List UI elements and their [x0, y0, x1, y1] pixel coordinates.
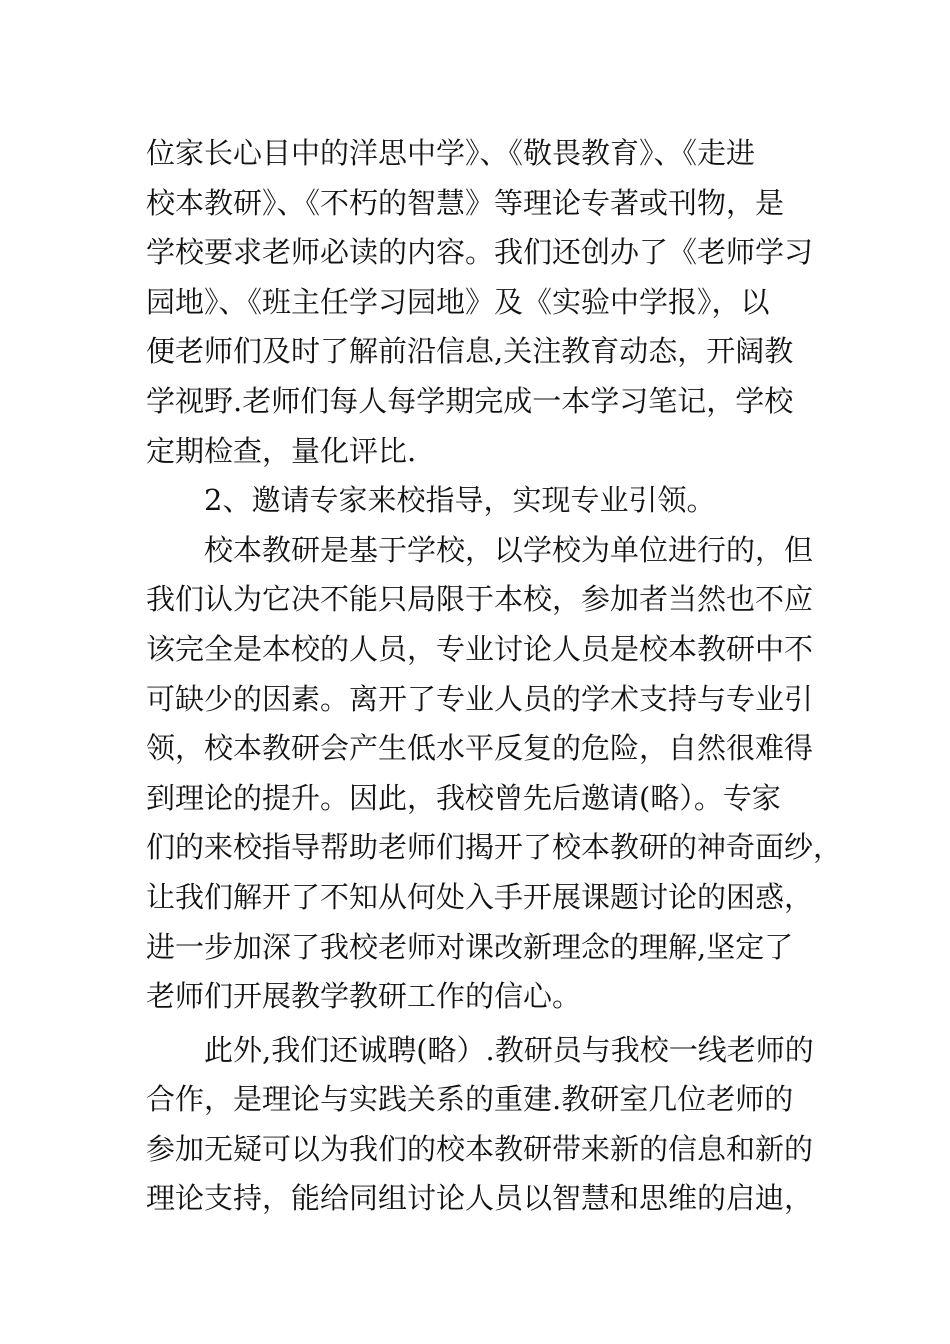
- text-line: 们的来校指导帮助老师们揭开了校本教研的神奇面纱，: [146, 830, 843, 865]
- text-line: 位家长心目中的洋思中学》、《敬畏教育》、《走进: [146, 136, 756, 170]
- text-line: 园地》、《班主任学习园地》及《实验中学报》，以: [146, 284, 770, 319]
- text-line: 理论支持，能给同组讨论人员以智慧和思维的启迪，: [146, 1181, 814, 1216]
- text-line: 学校要求老师必读的内容。我们还创办了《老师学习: [146, 235, 814, 270]
- text-line: 便老师们及时了解前沿信息,关注教育动态，开阔教: [146, 334, 794, 369]
- section-heading: 2、邀请专家来校指导，实现专业引领。: [204, 483, 716, 518]
- text-line: 该完全是本校的人员，专业讨论人员是校本教研中不: [146, 631, 814, 666]
- text-line: 我们认为它决不能只局限于本校，参加者当然也不应: [146, 582, 814, 617]
- paragraph-start-line: 校本教研是基于学校，以学校为单位进行的，但: [204, 532, 814, 567]
- text-line: 学视野.老师们每人每学期完成一本学习笔记，学校: [146, 383, 794, 418]
- body-text: [146, 129, 843, 1224]
- text-line: 到理论的提升。因此，我校曾先后邀请(略）。专家: [146, 780, 781, 815]
- text-line: 校本教研》、《不朽的智慧》等理论专著或刊物，是: [146, 185, 785, 220]
- text-line: 领，校本教研会产生低水平反复的危险，自然很难得: [146, 731, 814, 766]
- paragraph-start-line: 此外,我们还诚聘(略）.教研员与我校一线老师的: [204, 1032, 814, 1067]
- text-line: 进一步加深了我校老师对课改新理念的理解,坚定了: [146, 929, 794, 964]
- text-line: 定期检查，量化评比.: [146, 433, 417, 468]
- text-line: 老师们开展教学教研工作的信心。: [146, 979, 582, 1014]
- text-line: 可缺少的因素。离开了专业人员的学术支持与专业引: [146, 681, 814, 716]
- text-line: 合作，是理论与实践关系的重建.教研室几位老师的: [146, 1082, 794, 1117]
- text-line: 让我们解开了不知从何处入手开展课题讨论的困惑，: [146, 879, 814, 914]
- text-line: 参加无疑可以为我们的校本教研带来新的信息和新的: [146, 1131, 814, 1166]
